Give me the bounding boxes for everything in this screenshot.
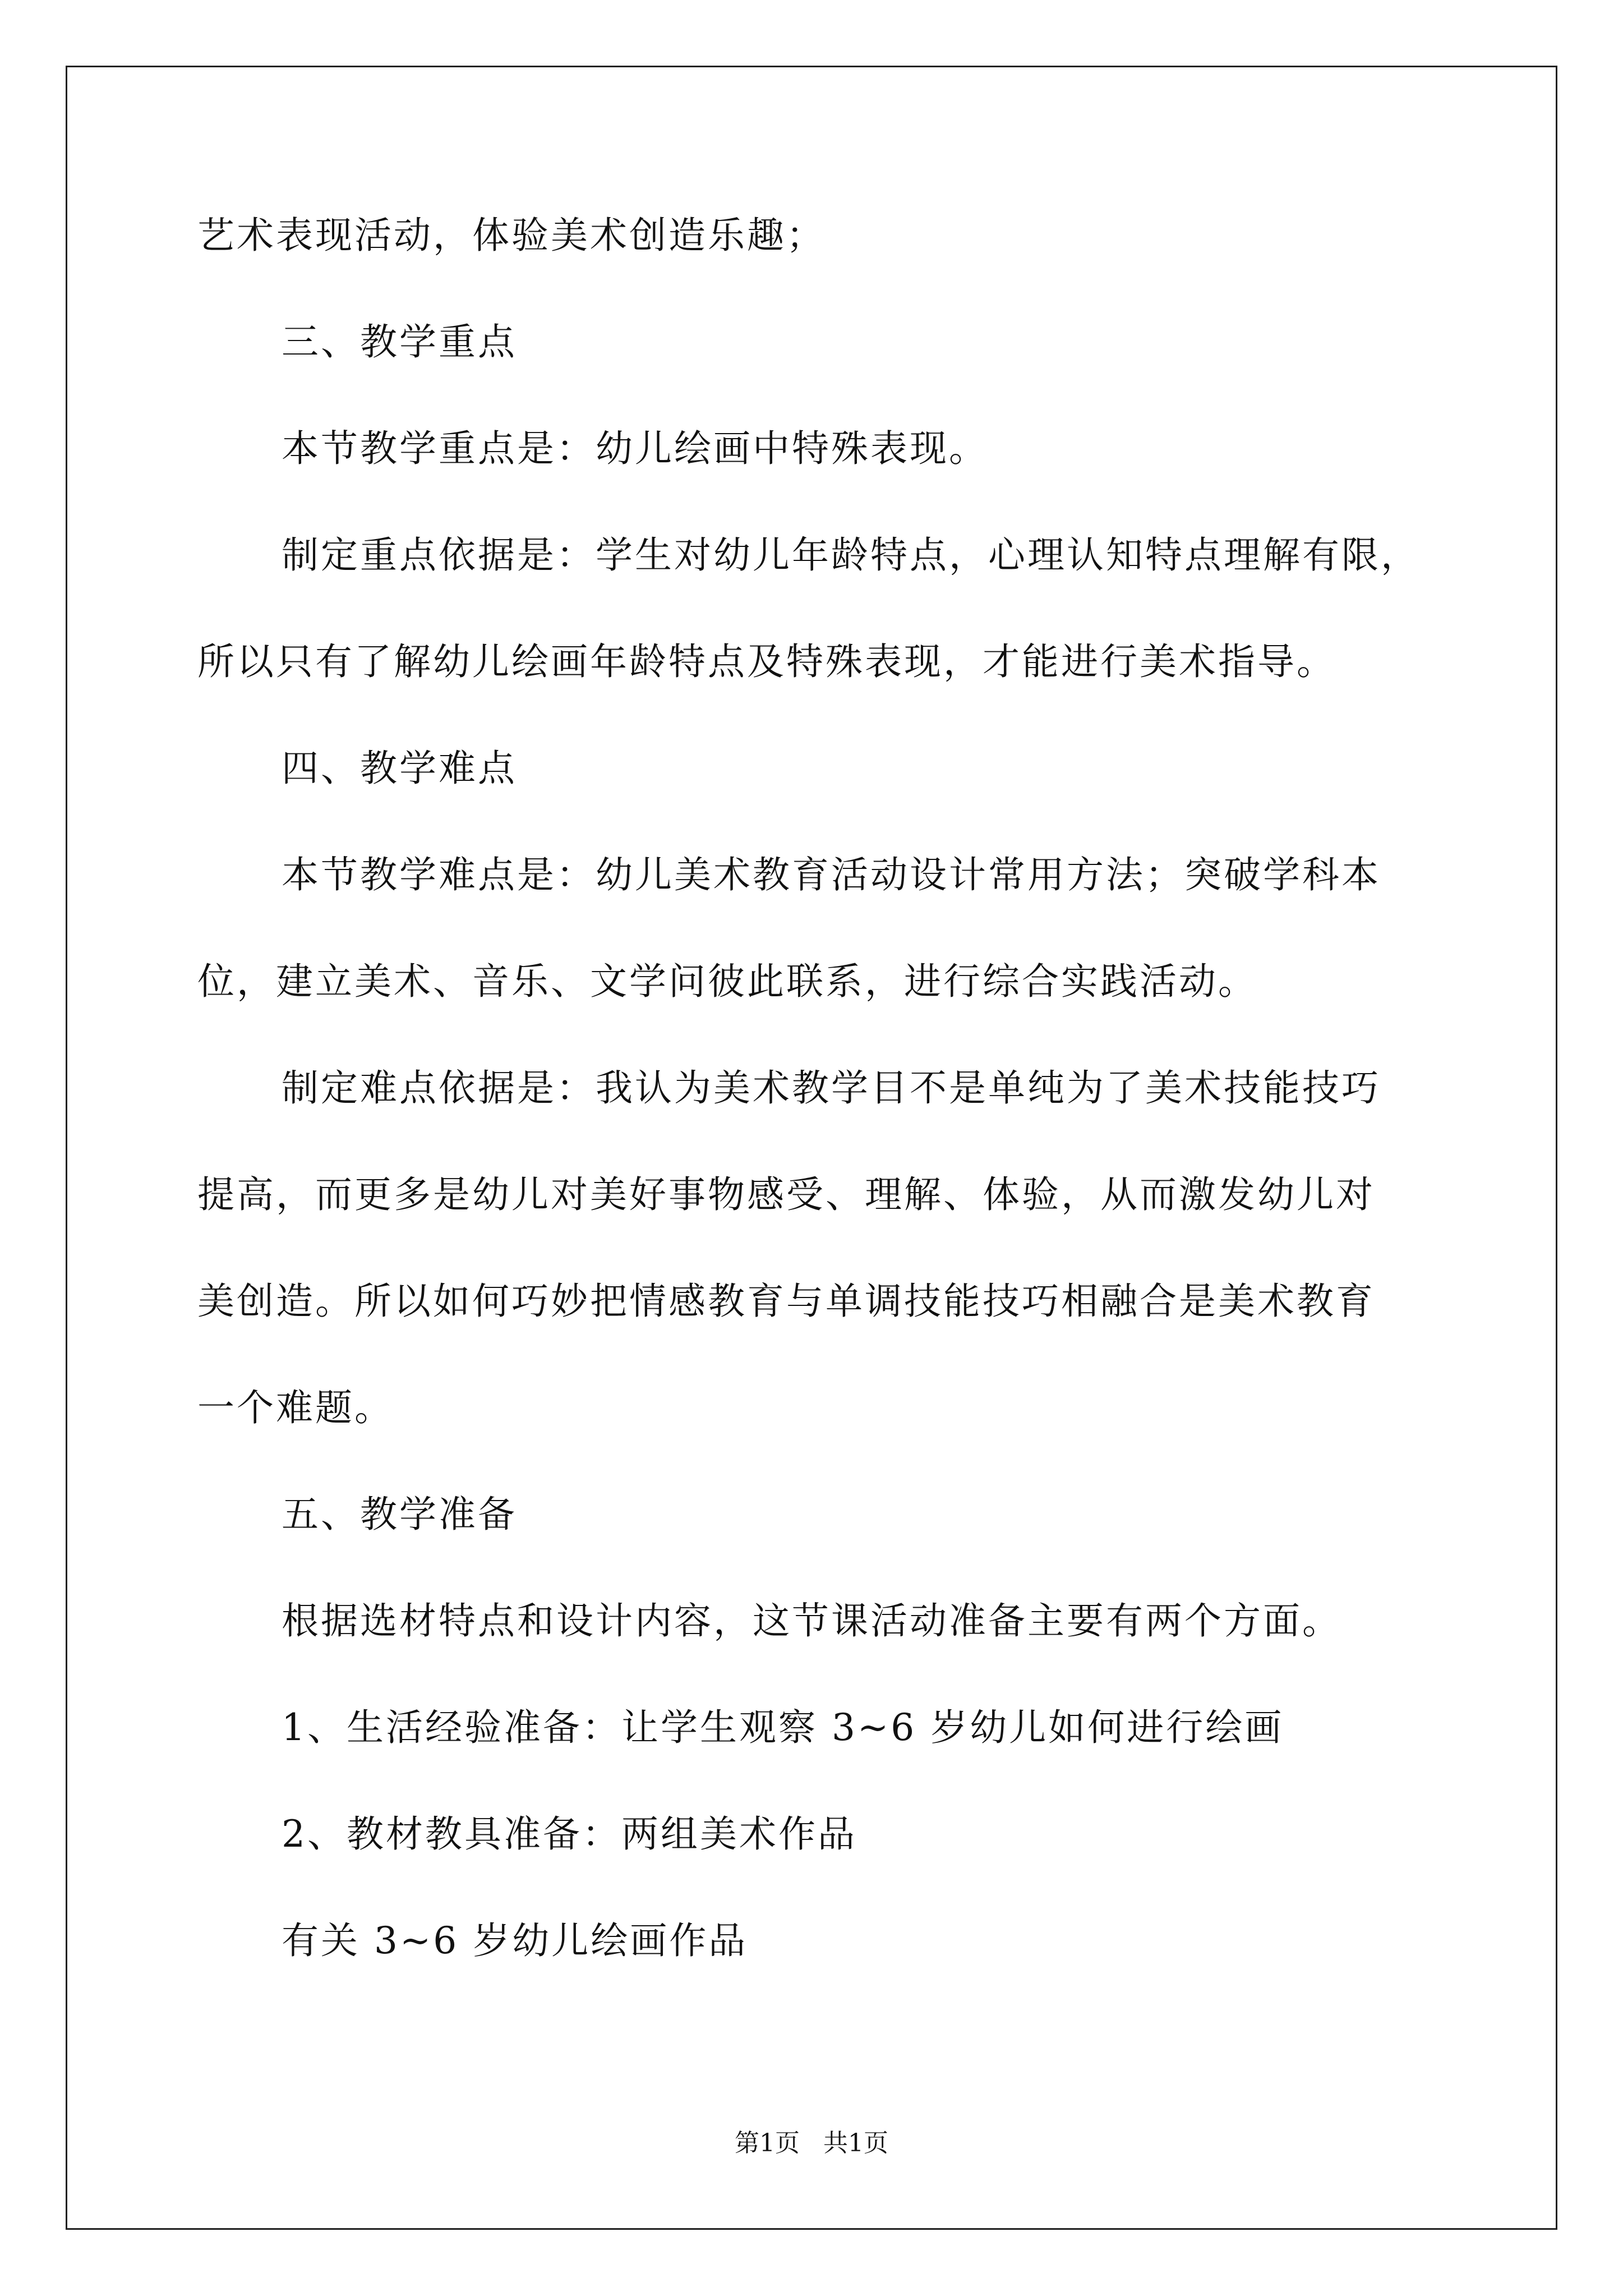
section-heading-teaching-preparation: 五、教学准备 — [282, 1493, 517, 1536]
paragraph-children-artworks: 有关 3~6 岁幼儿绘画作品 — [282, 1919, 748, 1962]
section-heading-teaching-difficulty: 四、教学难点 — [282, 747, 517, 790]
paragraph-focus-basis-line-1: 制定重点依据是：学生对幼儿年龄特点，心理认知特点理解有限， — [282, 533, 1420, 577]
paragraph-preparation-intro: 根据选材特点和设计内容，这节课活动准备主要有两个方面。 — [282, 1599, 1341, 1642]
paragraph-difficulty-basis-line-1: 制定难点依据是：我认为美术教学目不是单纯为了美术技能技巧 — [282, 1066, 1381, 1110]
list-item-life-experience: 1、生活经验准备：让学生观察 3~6 岁幼儿如何进行绘画 — [282, 1706, 1284, 1749]
paragraph-focus-statement: 本节教学重点是：幼儿绘画中特殊表现。 — [282, 427, 988, 470]
paragraph-difficulty-statement-line-1: 本节教学难点是：幼儿美术教育活动设计常用方法；突破学科本 — [282, 853, 1381, 896]
paragraph-difficulty-basis-line-4: 一个难题。 — [197, 1386, 394, 1429]
paragraph-difficulty-basis-line-2: 提高，而更多是幼儿对美好事物感受、理解、体验，从而激发幼儿对 — [197, 1173, 1375, 1216]
text-line-continuation: 艺术表现活动，体验美术创造乐趣； — [197, 214, 826, 257]
paragraph-focus-basis-line-2: 所以只有了解幼儿绘画年龄特点及特殊表现，才能进行美术指导。 — [197, 640, 1336, 683]
page-border — [66, 66, 1557, 2230]
section-heading-teaching-focus: 三、教学重点 — [282, 320, 517, 364]
paragraph-difficulty-basis-line-3: 美创造。所以如何巧妙把情感教育与单调技能技巧相融合是美术教育 — [197, 1280, 1375, 1323]
paragraph-difficulty-statement-line-2: 位，建立美术、音乐、文学问彼此联系，进行综合实践活动。 — [197, 960, 1257, 1003]
list-item-teaching-materials: 2、教材教具准备：两组美术作品 — [282, 1812, 857, 1856]
page-footer: 第1页 共1页 — [735, 2129, 888, 2157]
